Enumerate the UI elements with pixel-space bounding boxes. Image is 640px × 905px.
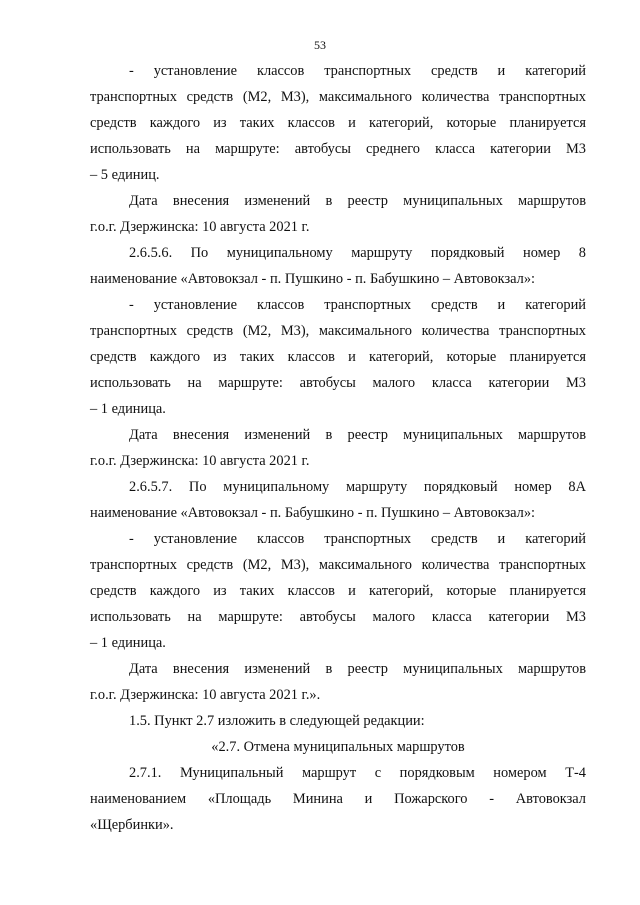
paragraph-vehicle-classes-3 (90, 526, 586, 656)
text-line: – 5 единиц. (90, 167, 160, 183)
paragraph-vehicle-classes-1 (90, 58, 586, 188)
text-line: Дата внесения изменений в реестр муниципальных маршрутов (129, 427, 586, 443)
paragraph-section-1-5 (90, 708, 586, 734)
paragraph-registry-date-2 (90, 422, 586, 474)
text-line: использовать на маршруте: автобусы малого класса категории М3 (90, 609, 586, 625)
paragraph-registry-date-1 (90, 188, 586, 240)
text-line: 2.6.5.7. По муниципальному маршруту порядковый номер 8А (129, 479, 586, 495)
text-line: средств каждого из таких классов и категорий, которые планируется (90, 583, 586, 599)
document-body (90, 58, 586, 838)
paragraph-route-t4 (90, 760, 586, 838)
text-line: использовать на маршруте: автобусы малого класса категории М3 (90, 375, 586, 391)
text-line: 1.5. Пункт 2.7 изложить в следующей редакции: (129, 713, 425, 729)
page-number: 53 (314, 38, 326, 52)
section-heading-2-7: «2.7. Отмена муниципальных маршрутов (211, 739, 465, 755)
paragraph-route-8-heading (90, 240, 586, 292)
text-line: - установление классов транспортных средств и категорий (129, 63, 586, 79)
text-line: - установление классов транспортных средств и категорий (129, 297, 586, 313)
text-line: транспортных средств (М2, М3), максимального количества транспортных (90, 89, 586, 105)
text-line: г.о.г. Дзержинска: 10 августа 2021 г. (90, 453, 310, 469)
text-line: Дата внесения изменений в реестр муниципальных маршрутов (129, 661, 586, 677)
text-line: наименование «Автовокзал - п. Пушкино - п. Бабушкино – Автовокзал»: (90, 271, 536, 287)
text-line: средств каждого из таких классов и категорий, которые планируется (90, 349, 586, 365)
paragraph-registry-date-3 (90, 656, 586, 708)
text-line: – 1 единица. (90, 401, 166, 417)
paragraph-route-8a-heading (90, 474, 586, 526)
text-line: г.о.г. Дзержинска: 10 августа 2021 г. (90, 219, 310, 235)
text-line: - установление классов транспортных средств и категорий (129, 531, 586, 547)
text-line: г.о.г. Дзержинска: 10 августа 2021 г.». (90, 687, 321, 703)
text-line: наименованием «Площадь Минина и Пожарского - Автовокзал (90, 791, 586, 807)
text-line: транспортных средств (М2, М3), максимального количества транспортных (90, 323, 586, 339)
text-line: использовать на маршруте: автобусы среднего класса категории М3 (90, 141, 586, 157)
paragraph-vehicle-classes-2 (90, 292, 586, 422)
text-line: 2.7.1. Муниципальный маршрут с порядковым номером Т-4 (129, 765, 586, 781)
text-line: 2.6.5.6. По муниципальному маршруту порядковый номер 8 (129, 245, 586, 261)
text-line: Дата внесения изменений в реестр муниципальных маршрутов (129, 193, 586, 209)
text-line: средств каждого из таких классов и категорий, которые планируется (90, 115, 586, 131)
text-line: наименование «Автовокзал - п. Бабушкино - п. Пушкино – Автовокзал»: (90, 505, 536, 521)
text-line: транспортных средств (М2, М3), максимального количества транспортных (90, 557, 586, 573)
text-line: – 1 единица. (90, 635, 166, 651)
text-line: «Щербинки». (90, 817, 174, 833)
